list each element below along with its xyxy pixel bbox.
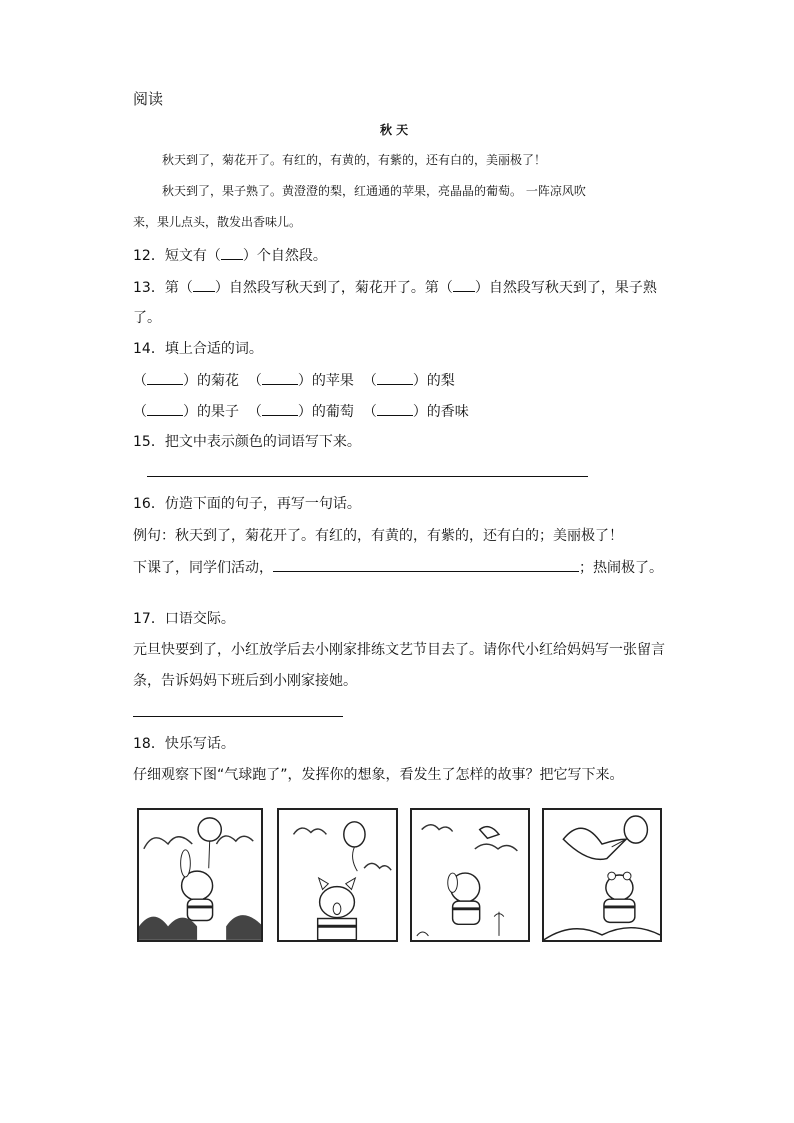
story-panel-2 — [277, 808, 398, 942]
answer-blank[interactable] — [193, 276, 215, 292]
rabbit-with-balloon-image — [139, 810, 261, 940]
question-17-title: 17．口语交际。 — [133, 611, 235, 627]
question-13-continuation: 了。 — [133, 310, 161, 326]
question-15-title: 15．把文中表示颜色的词语写下来。 — [133, 434, 361, 450]
question-18-title: 18．快乐写话。 — [133, 736, 235, 752]
answer-blank[interactable] — [262, 400, 298, 416]
answer-blank[interactable] — [377, 369, 413, 385]
answer-blank[interactable] — [377, 400, 413, 416]
section-title: 阅读 — [133, 90, 164, 108]
answer-blank[interactable] — [147, 369, 183, 385]
question-14-title: 14．填上合适的词。 — [133, 341, 263, 357]
answer-blank[interactable] — [273, 556, 579, 572]
question-14-row-1: （ ）的菊花 （ ）的苹果 （ ）的梨 — [133, 369, 455, 390]
passage-paragraph-2-line-1: 秋天到了，果子熟了。黄澄澄的梨，红通通的苹果，亮晶晶的葡萄。 一阵凉风吹 — [162, 184, 586, 198]
answer-line[interactable] — [133, 716, 343, 717]
answer-blank[interactable] — [221, 244, 243, 260]
story-panel-4 — [542, 808, 662, 942]
question-12: 12．短文有（ ）个自然段。 — [133, 244, 327, 265]
answer-line[interactable] — [147, 476, 588, 477]
question-16-example: 例句：秋天到了，菊花开了。有红的，有黄的，有紫的，还有白的；美丽极了！ — [133, 528, 623, 544]
story-panel-3 — [410, 808, 530, 942]
bird-appears-image — [412, 810, 528, 940]
question-16-title: 16．仿造下面的句子，再写一句话。 — [133, 496, 361, 512]
question-13: 13．第（ ）自然段写秋天到了，菊花开了。第（ ）自然段写秋天到了，果子熟 — [133, 276, 657, 297]
question-16-prompt: 下课了，同学们活动， ；热闹极了。 — [133, 556, 663, 577]
question-17-text-2: 条，告诉妈妈下班后到小刚家接她。 — [133, 673, 357, 689]
question-17-text-1: 元旦快要到了，小红放学后去小刚家排练文艺节目去了。请你代小红给妈妈写一张留言 — [133, 642, 665, 658]
answer-blank[interactable] — [262, 369, 298, 385]
answer-blank[interactable] — [453, 276, 475, 292]
passage-title: 秋 天 — [380, 123, 409, 137]
balloon-flying-away-image — [279, 810, 396, 940]
answer-blank[interactable] — [147, 400, 183, 416]
story-panel-1 — [137, 808, 263, 942]
passage-paragraph-2-line-2: 来，果儿点头，散发出香味儿。 — [133, 215, 302, 229]
bird-takes-balloon-image — [544, 810, 660, 940]
passage-paragraph-1: 秋天到了，菊花开了。有红的，有黄的，有紫的，还有白的，美丽极了！ — [162, 153, 547, 167]
question-18-prompt: 仔细观察下图“气球跑了”，发挥你的想象，看发生了怎样的故事？把它写下来。 — [133, 767, 624, 783]
question-14-row-2: （ ）的果子 （ ）的葡萄 （ ）的香味 — [133, 400, 469, 421]
